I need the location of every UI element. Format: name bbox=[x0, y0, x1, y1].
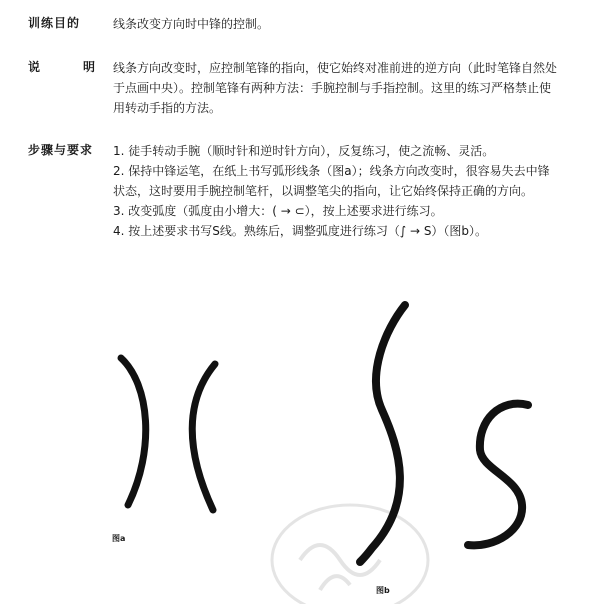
explanation-line: 线条方向改变时，应控制笔锋的指向，使它始终对准前进的逆方向（此时笔锋自然处 bbox=[113, 61, 558, 75]
step-item: 状态，这时要用手腕控制笔杆，以调整笔尖的指向，让它始终保持正确的方向。 bbox=[113, 184, 534, 198]
arc-stroke-right bbox=[192, 364, 215, 510]
watermark-seal bbox=[272, 505, 428, 604]
purpose-text: 线条改变方向时中锋的控制。 bbox=[113, 17, 270, 31]
step-item: 4. 按上述要求书写S线。熟练后，调整弧度进行练习（∫ → S）（图b）。 bbox=[113, 224, 488, 238]
s-stroke-wide bbox=[468, 404, 528, 546]
step-item: 1. 徒手转动手腕（顺时针和逆时针方向），反复练习，使之流畅、灵活。 bbox=[113, 144, 495, 158]
step-item: 2. 保持中锋运笔，在纸上书写弧形线条（图a）；线条方向改变时，很容易失去中锋 bbox=[113, 164, 550, 178]
s-stroke-tall bbox=[360, 305, 405, 562]
figure-a-caption: 图a bbox=[112, 534, 126, 543]
purpose-label: 训练目的 bbox=[28, 16, 81, 30]
steps-label: 步骤与要求 bbox=[28, 143, 94, 157]
explanation-label-char-2: 明 bbox=[82, 60, 96, 74]
figure-b-caption: 图b bbox=[376, 586, 390, 595]
explanation-label-char-1: 说 bbox=[28, 60, 42, 74]
step-item: 3. 改变弧度（弧度由小增大：( → ⊂），按上述要求进行练习。 bbox=[113, 204, 443, 218]
arc-stroke-left bbox=[121, 358, 146, 505]
explanation-line: 用转动手指的方法。 bbox=[113, 101, 222, 115]
explanation-line: 于点画中央）。控制笔锋有两种方法：手腕控制与手指控制。这里的练习严格禁止使 bbox=[113, 81, 552, 95]
